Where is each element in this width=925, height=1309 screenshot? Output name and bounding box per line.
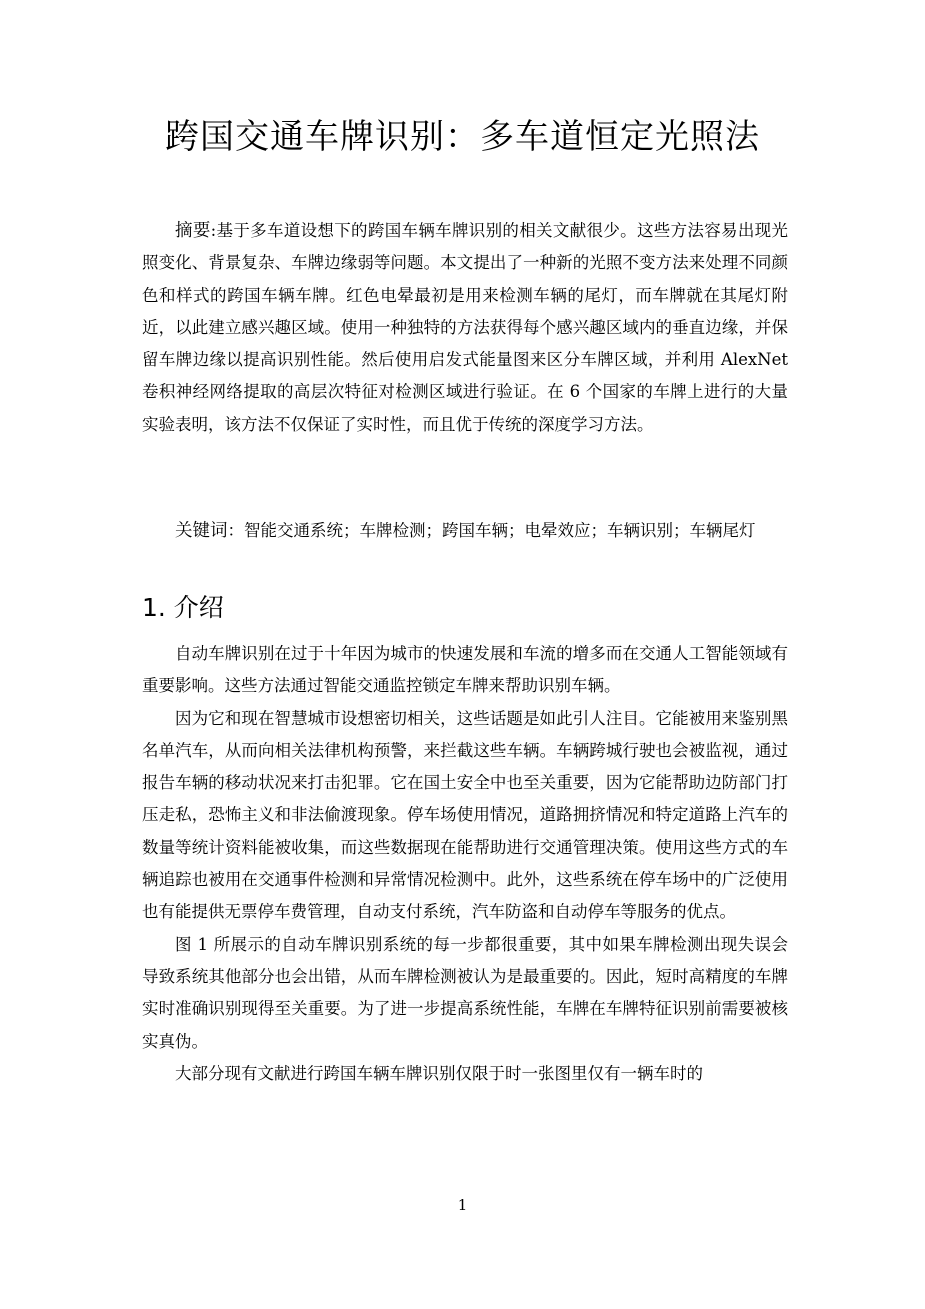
introduction-body (142, 638, 788, 1090)
keywords-text: ：智能交通系统；车牌检测；跨国车辆；电晕效应；车辆识别；车辆尾灯 (227, 521, 756, 540)
abstract-label: 摘要 (175, 221, 211, 241)
paragraph: 因为它和现在智慧城市设想密切相关，这些话题是如此引人注目。它能被用来鉴别黑名单汽车，从而向相关法律机构预警，来拦截这些车辆。车辆跨城行驶也会被监视，通过报告车辆的移动状况来打击犯罪。它在国土安全中也至关重要，因为它能帮助边防部门打压走私，恐怖主义和非法偷渡现象。停车场使用情况，道路拥挤情况和特定道路上汽车的数量等统计资料能被收集，而这些数据现在能帮助进行交通管理决策。使用这些方式的车辆追踪也被用在交通事件检测和异常情况检测中。此外，这些系统在停车场中的广泛使用也有能提供无票停车费管理，自动支付系统，汽车防盗和自动停车等服务的优点。 (142, 708, 788, 922)
keywords-label: 关键词 (175, 521, 228, 541)
abstract (142, 215, 788, 441)
paragraph: 图 1 所展示的自动车牌识别系统的每一步都很重要，其中如果车牌检测出现失误会导致系统其他部分也会出错，从而车牌检测被认为是最重要的。因此，短时高精度的车牌实时准确识别现得至关重要。为了进一步提高系统性能，车牌在车牌特征识别前需要被核实真伪。 (142, 934, 788, 1051)
paper-title: 跨国交通车牌识别：多车道恒定光照法 (165, 117, 760, 157)
keywords (142, 515, 788, 547)
abstract-text: :基于多车道设想下的跨国车辆车牌识别的相关文献很少。这些方法容易出现光照变化、背景复杂、车牌边缘弱等问题。本文提出了一种新的光照不变方法来处理不同颜色和样式的跨国车辆车牌。红色电晕最初是用来检测车辆的尾灯，而车牌就在其尾灯附近，以此建立感兴趣区域。使用一种独特的方法获得每个感兴趣区域内的垂直边缘，并保留车牌边缘以提高识别性能。然后使用启发式能量图来区分车牌区域，并利用 AlexNet 卷积神经网络提取的高层次特征对检测区域进行验证。在 6 个国家的车牌上进行的大量实验表明，该方法不仅保证了实时性，而且优于传统的深度学习方法。 (142, 221, 789, 434)
page-number: 1 (457, 1196, 468, 1214)
paragraph: 大部分现有文献进行跨国车辆车牌识别仅限于时一张图里仅有一辆车时的 (175, 1063, 703, 1083)
paragraph: 自动车牌识别在过于十年因为城市的快速发展和车流的增多而在交通人工智能领域有重要影响。这些方法通过智能交通监控锁定车牌来帮助识别车辆。 (142, 644, 788, 696)
section-heading: 1. 介绍 (142, 593, 224, 622)
